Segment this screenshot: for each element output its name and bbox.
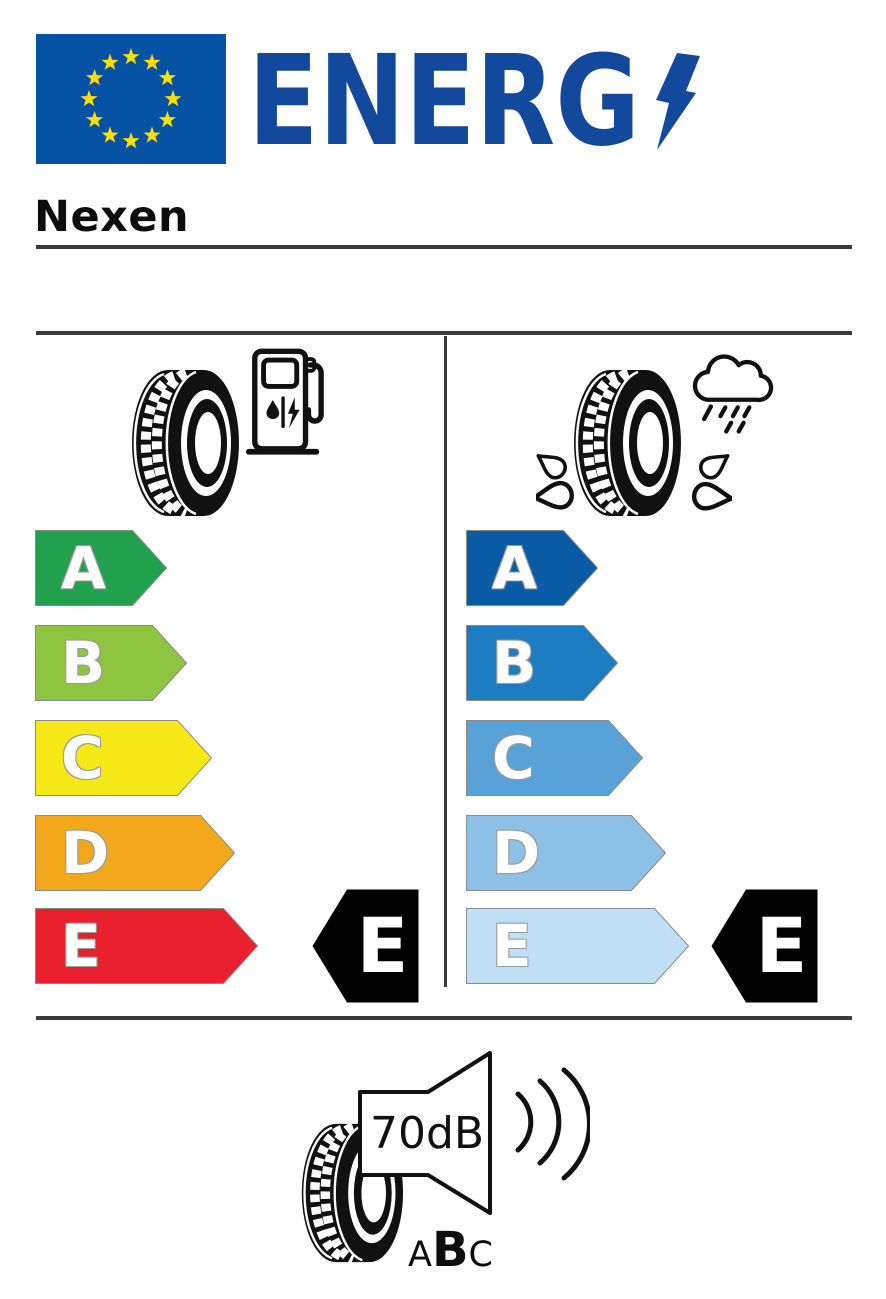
class-letter: A (61, 534, 106, 602)
divider-line (36, 331, 852, 335)
wet-grip-scale (466, 530, 726, 985)
rain-drops (704, 406, 749, 431)
class-row-b (466, 625, 618, 701)
fuel-pump-icon (246, 348, 326, 456)
water-splash-icon (536, 452, 580, 518)
class-letter: A (492, 534, 537, 602)
class-row-e (35, 908, 258, 984)
class-row-d (35, 815, 235, 891)
noise-class-c: C (468, 1235, 493, 1275)
class-letter: C (492, 724, 535, 792)
fuel-efficiency-scale (35, 530, 295, 985)
noise-value: 70dB (370, 1108, 485, 1159)
class-letter: B (61, 629, 106, 697)
class-arrow (467, 626, 618, 701)
water-splash-icon (686, 452, 732, 518)
class-row-e (466, 908, 689, 984)
wet-grip-rating-badge (711, 889, 818, 1003)
class-letter: E (492, 912, 532, 980)
class-letter: B (492, 629, 537, 697)
rain-cloud-icon (684, 346, 780, 442)
class-row-c (35, 720, 212, 796)
rating-letter: E (755, 901, 808, 990)
energy-bolt-icon (656, 53, 700, 150)
eu-flag-icon (36, 34, 226, 164)
noise-class-b-rated: B (431, 1222, 469, 1278)
class-row-b (35, 625, 187, 701)
energ-logo-text: ENERG (248, 46, 640, 158)
class-row-a (35, 530, 167, 606)
brand-name: Nexen (34, 192, 190, 242)
class-row-d (466, 815, 666, 891)
divider-line (36, 1016, 852, 1020)
noise-class-letters (408, 1222, 493, 1278)
sound-waves-icon (512, 1062, 590, 1194)
divider-line (36, 245, 852, 249)
class-letter: C (61, 724, 104, 792)
class-arrow (36, 626, 187, 701)
noise-class-a: A (408, 1235, 432, 1275)
column-divider-line (444, 336, 447, 987)
energ-logo (248, 46, 713, 158)
tire-icon (128, 368, 240, 518)
tire-icon (570, 368, 682, 518)
class-row-a (466, 530, 598, 606)
rating-letter: E (356, 901, 409, 990)
fuel-efficiency-rating-badge (312, 889, 419, 1003)
class-letter: D (61, 819, 110, 887)
class-letter: D (492, 819, 541, 887)
class-row-c (466, 720, 643, 796)
class-letter: E (61, 912, 101, 980)
